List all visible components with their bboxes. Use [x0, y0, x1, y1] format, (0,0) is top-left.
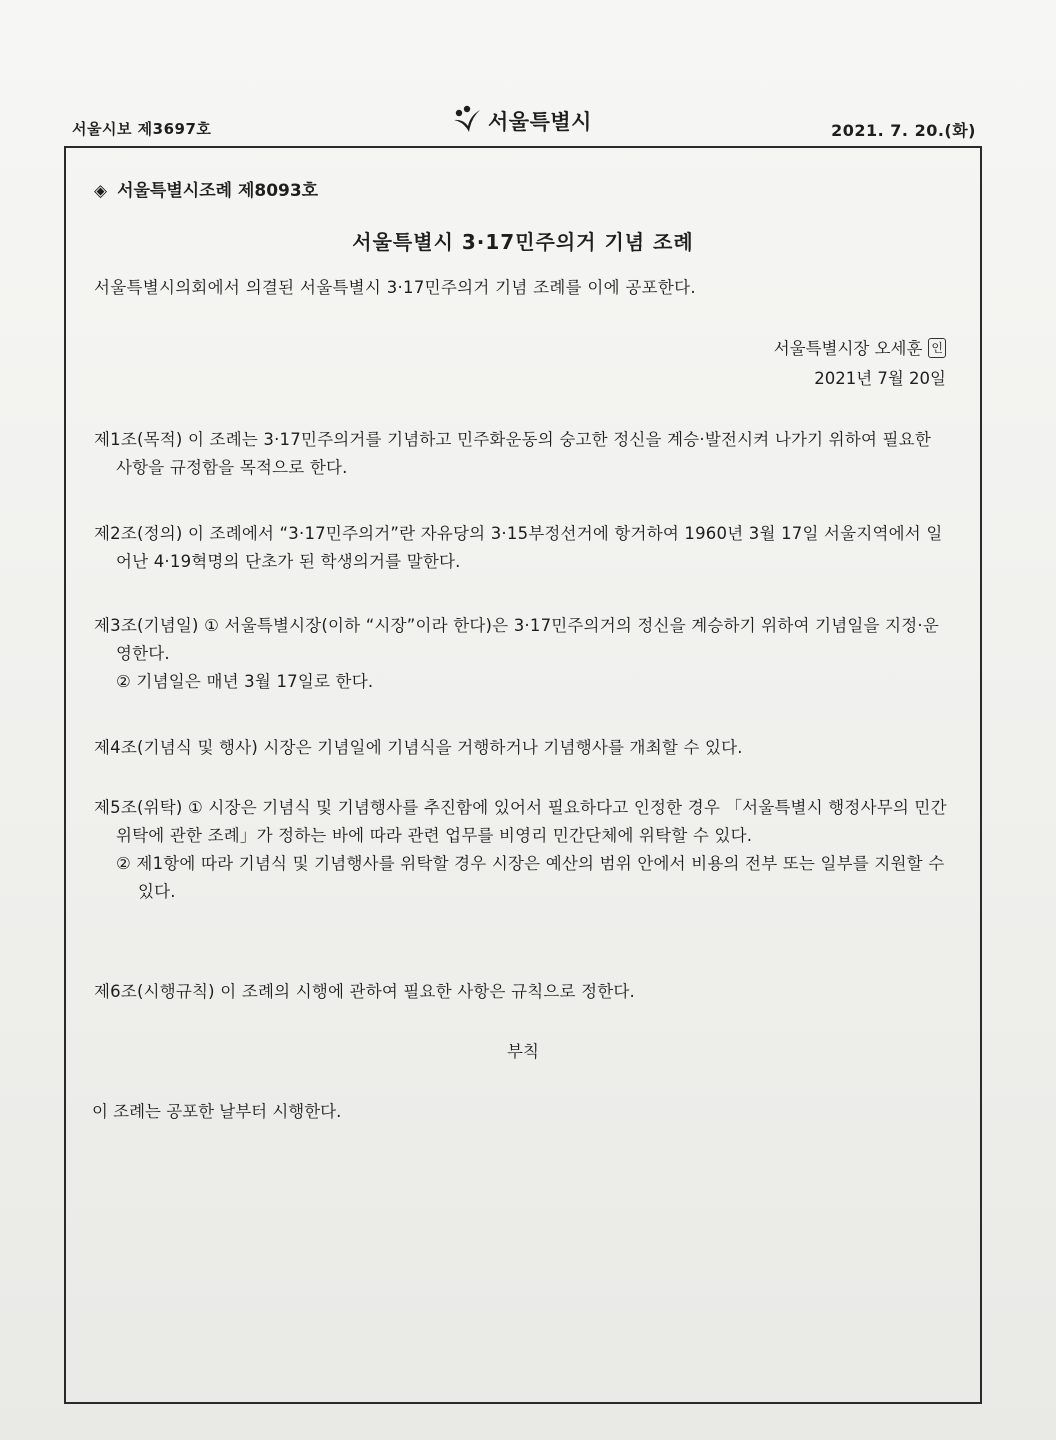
gazette-header — [60, 100, 990, 146]
document-frame — [64, 146, 982, 1404]
article-5 — [94, 794, 950, 906]
article-6 — [94, 978, 950, 1006]
article-2 — [94, 520, 950, 576]
article-4-text: 제4조(기념식 및 행사) 시장은 기념일에 기념식을 거행하거나 기념행사를 개최할 수 있다. — [94, 738, 743, 757]
supplementary-text: 이 조례는 공포한 날부터 시행한다. — [92, 1102, 342, 1121]
logo-text: 서울특별시 — [488, 110, 592, 134]
article-1 — [94, 426, 950, 482]
gazette-date: 2021. 7. 20.(화) — [831, 121, 976, 140]
article-1-text: 제1조(목적) 이 조례는 3·17민주의거를 기념하고 민주화운동의 숭고한 정신을 계승·발전시켜 나가기 위하여 필요한 사항을 규정함을 목적으로 한다. — [94, 430, 931, 477]
supplementary-heading: 부칙 — [507, 1042, 539, 1061]
signer-name: 서울특별시장 오세훈 — [773, 339, 923, 358]
article-5-paragraph-1: 제5조(위탁) ① 시장은 기념식 및 기념행사를 추진함에 있어서 필요하다고 인정한 경우 「서울특별시 행정사무의 민간위탁에 관한 조례」가 정하는 바에 따라 관련 업무를 비영리 민간단체에 위탁할 수 있다. — [94, 798, 947, 845]
article-3-paragraph-2: ② 기념일은 매년 3월 17일로 한다. — [116, 672, 374, 691]
article-6-text: 제6조(시행규칙) 이 조례의 시행에 관하여 필요한 사항은 규칙으로 정한다. — [94, 982, 636, 1001]
seoul-logo — [450, 104, 592, 138]
gazette-number: 서울시보 제3697호 — [72, 120, 212, 138]
article-5-paragraph-2: ② 제1항에 따라 기념식 및 기념행사를 위탁할 경우 시장은 예산의 범위 안에서 비용의 전부 또는 일부를 지원할 수 있다. — [116, 854, 945, 901]
article-4 — [94, 734, 950, 762]
ordinance-number-text: 서울특별시조례 제8093호 — [117, 181, 319, 201]
signature-block — [774, 334, 946, 394]
seoul-logo-icon — [450, 104, 484, 138]
article-3-paragraph-1: 제3조(기념일) ① 서울특별시장(이하 “시장”이라 한다)은 3·17민주의거의 정신을 계승하기 위하여 기념일을 지정·운영한다. — [94, 616, 940, 663]
article-2-text: 제2조(정의) 이 조례에서 “3·17민주의거”란 자유당의 3·15부정선거에 항거하여 1960년 3월 17일 서울지역에서 일어난 4·19혁명의 단초가 된 학생의거를 말한다. — [94, 524, 943, 571]
ordinance-title: 서울특별시 3·17민주의거 기념 조례 — [352, 230, 694, 254]
ordinance-number — [94, 176, 318, 201]
sign-date: 2021년 7월 20일 — [814, 369, 946, 388]
article-3 — [94, 612, 950, 696]
signer-line — [774, 334, 946, 364]
diamond-bullet-icon: ◈ — [94, 181, 108, 201]
promulgation-statement: 서울특별시의회에서 의결된 서울특별시 3·17민주의거 기념 조례를 이에 공포한다. — [94, 278, 696, 297]
seal-mark: 인 — [928, 338, 946, 358]
